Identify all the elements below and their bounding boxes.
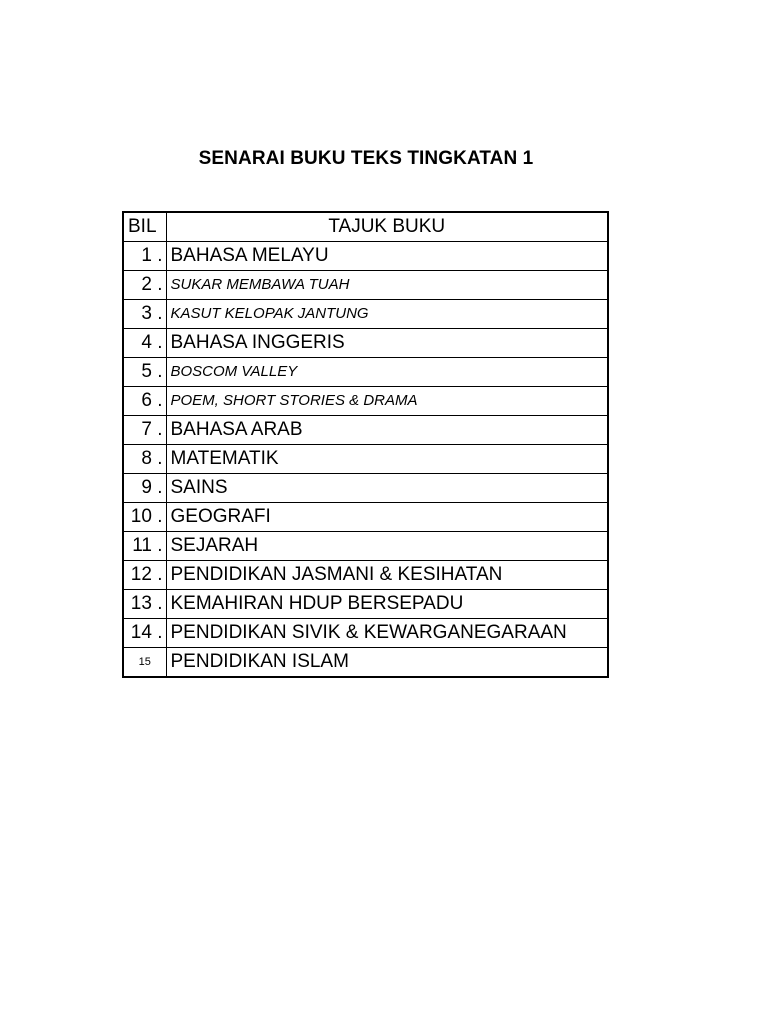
table-row [123, 242, 608, 271]
book-title: PENDIDIKAN ISLAM [166, 648, 608, 678]
row-number: 13 . [123, 590, 166, 619]
table-row [123, 271, 608, 300]
table-row [123, 445, 608, 474]
row-number: 12 . [123, 561, 166, 590]
book-title: PENDIDIKAN SIVIK & KEWARGANEGARAAN [166, 619, 608, 648]
table-row [123, 590, 608, 619]
book-title: POEM, SHORT STORIES & DRAMA [166, 387, 608, 416]
row-number: 4 . [123, 329, 166, 358]
row-number: 7 . [123, 416, 166, 445]
book-title: SAINS [166, 474, 608, 503]
table-row [123, 503, 608, 532]
book-title: BAHASA INGGERIS [166, 329, 608, 358]
table-row [123, 648, 608, 678]
row-number: 10 . [123, 503, 166, 532]
row-number: 9 . [123, 474, 166, 503]
row-number: 2 . [123, 271, 166, 300]
book-title: SEJARAH [166, 532, 608, 561]
header-tajuk-buku: TAJUK BUKU [166, 212, 608, 242]
book-title: MATEMATIK [166, 445, 608, 474]
table-row [123, 532, 608, 561]
table-row [123, 358, 608, 387]
book-title: SUKAR MEMBAWA TUAH [166, 271, 608, 300]
book-title: KASUT KELOPAK JANTUNG [166, 300, 608, 329]
table-header-row [123, 212, 608, 242]
book-title: KEMAHIRAN HDUP BERSEPADU [166, 590, 608, 619]
book-title: GEOGRAFI [166, 503, 608, 532]
page-title: SENARAI BUKU TEKS TINGKATAN 1 [198, 148, 534, 169]
row-number: 8 . [123, 445, 166, 474]
row-number: 14 . [123, 619, 166, 648]
table-row [123, 561, 608, 590]
table-row [123, 416, 608, 445]
book-title: BAHASA ARAB [166, 416, 608, 445]
row-number: 15 [123, 648, 166, 678]
book-title: BAHASA MELAYU [166, 242, 608, 271]
book-title: BOSCOM VALLEY [166, 358, 608, 387]
table-row [123, 387, 608, 416]
header-bil: BIL [123, 212, 166, 242]
row-number: 11 . [123, 532, 166, 561]
book-list-table [122, 211, 609, 678]
table-row [123, 329, 608, 358]
table-row [123, 474, 608, 503]
table-row [123, 300, 608, 329]
row-number: 3 . [123, 300, 166, 329]
row-number: 6 . [123, 387, 166, 416]
table-row [123, 619, 608, 648]
row-number: 5 . [123, 358, 166, 387]
book-title: PENDIDIKAN JASMANI & KESIHATAN [166, 561, 608, 590]
row-number: 1 . [123, 242, 166, 271]
